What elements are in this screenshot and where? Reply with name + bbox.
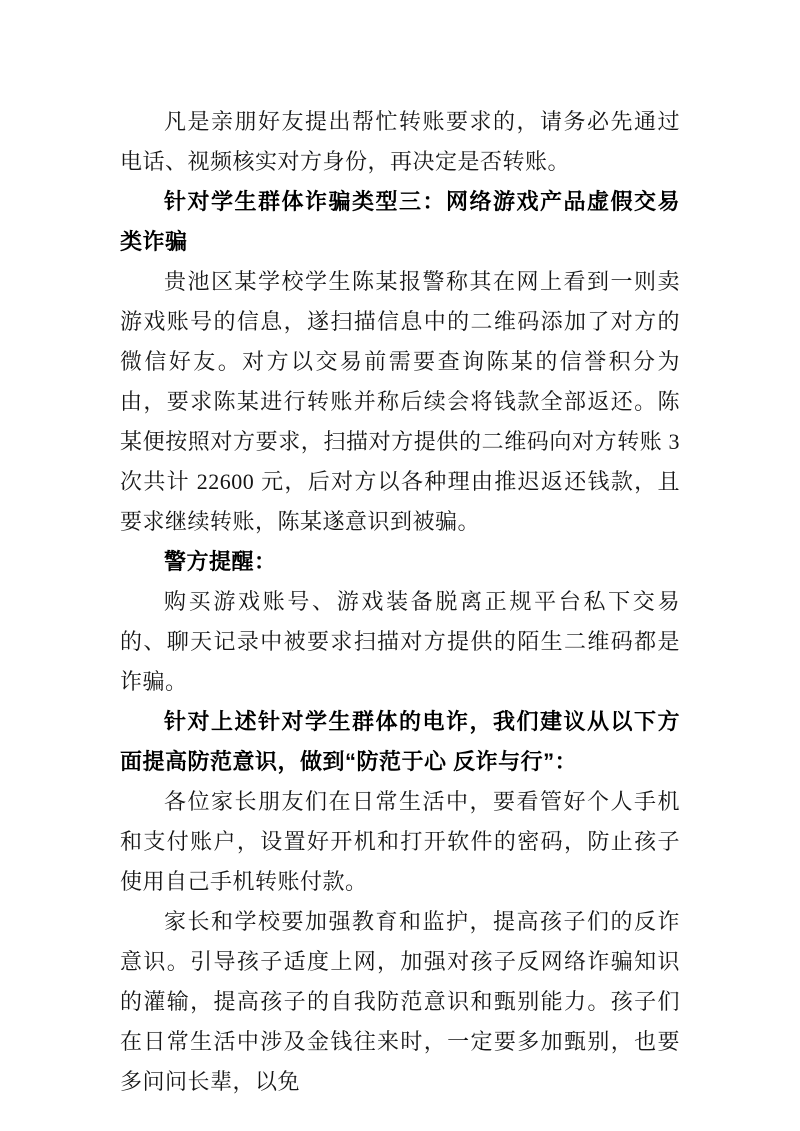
paragraph-case-story: 贵池区某学校学生陈某报警称其在网上看到一则卖游戏账号的信息，遂扫描信息中的二维码添加了对方的微信好友。对方以交易前需要查询陈某的信誉积分为由，要求陈某进行转账并称后续会将钱款全部返还。陈某便按照对方要求，扫描对方提供的二维码向对方转账 3 次共计 22600 元，后对方以各种理由推迟返还钱款，且要求继续转账，陈某遂意识到被骗。: [120, 269, 680, 534]
paragraph-reminder-content: 购买游戏账号、游戏装备脱离正规平台私下交易的、聊天记录中被要求扫描对方提供的陌生二维码都是诈骗。: [120, 589, 680, 694]
paragraph-advice-education: 家长和学校要加强教育和监护，提高孩子们的反诈意识。引导孩子适度上网，加强对孩子反网络诈骗知识的灌输，提高孩子的自我防范意识和甄别能力。孩子们在日常生活中涉及金钱往来时，一定要多加甄别，也要多问问长辈，以免: [120, 909, 680, 1094]
paragraph-transfer-advice: 凡是亲朋好友提出帮忙转账要求的，请务必先通过电话、视频核实对方身份，再决定是否转账。: [120, 109, 680, 174]
document-body: [120, 102, 680, 1102]
heading-police-reminder: 警方提醒：: [164, 549, 277, 574]
paragraph-advice-parents: 各位家长朋友们在日常生活中，要看管好个人手机和支付账户，设置好开机和打开软件的密码，防止孩子使用自己手机转账付款。: [120, 789, 680, 894]
heading-fraud-type-3: 针对学生群体诈骗类型三：网络游戏产品虚假交易类诈骗: [120, 189, 680, 254]
heading-prevention-advice: 针对上述针对学生群体的电诈，我们建议从以下方面提高防范意识，做到“防范于心 反诈与行”：: [120, 709, 680, 774]
